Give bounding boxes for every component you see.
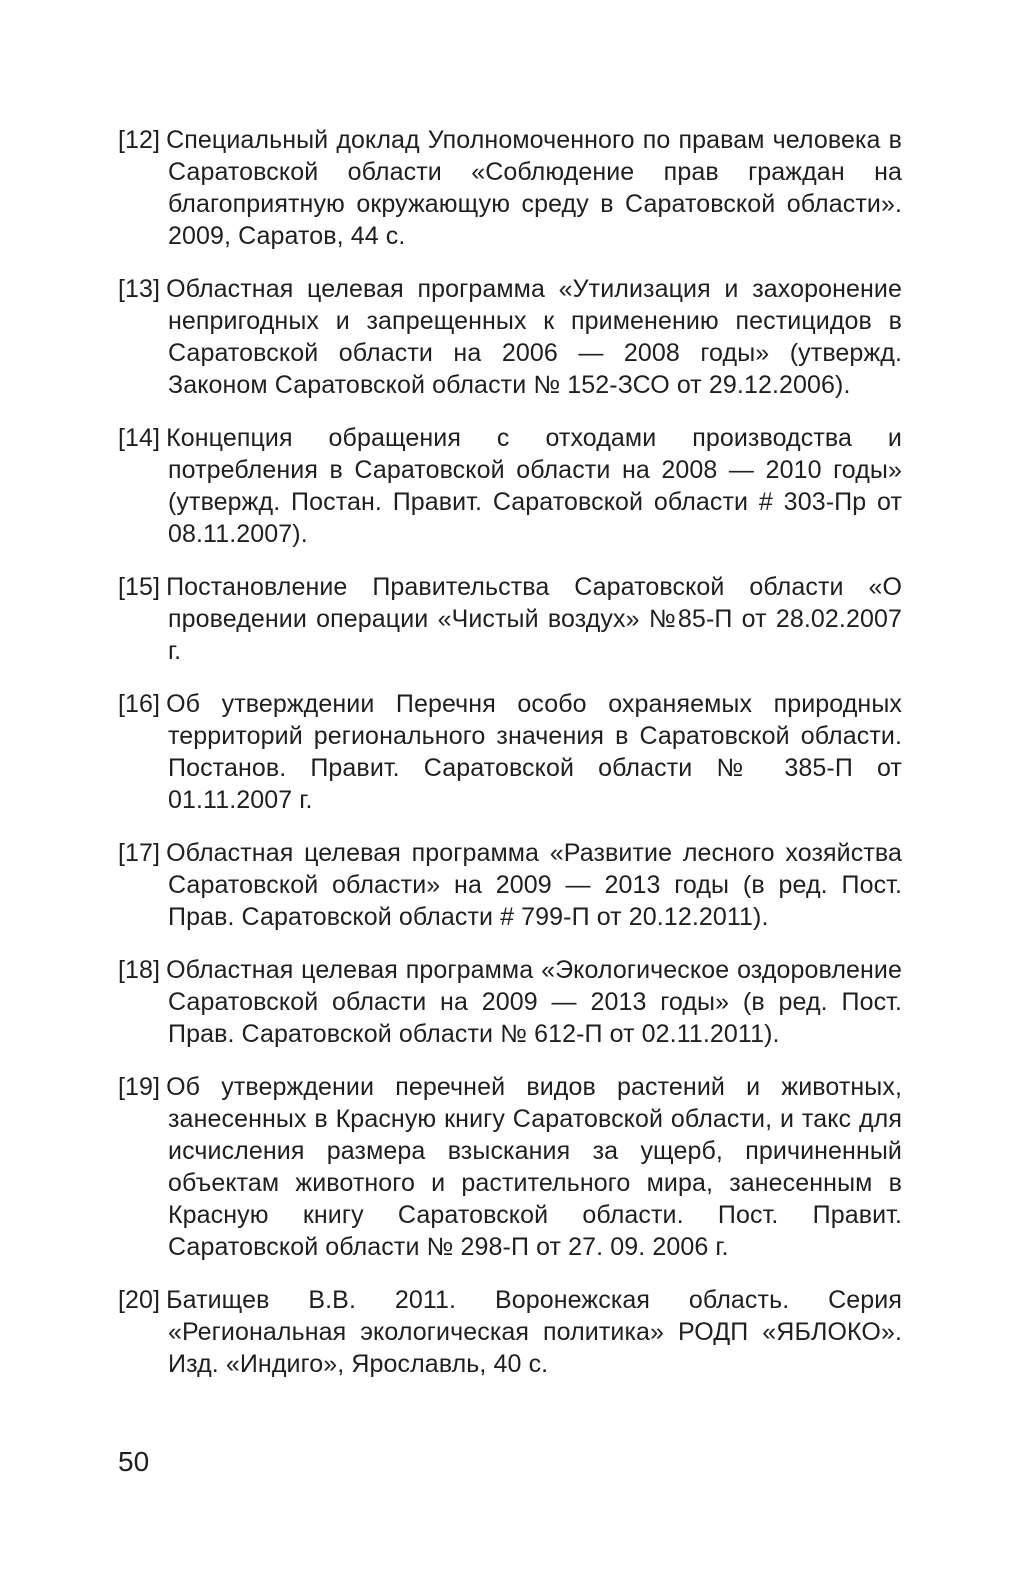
reference-text: Специальный доклад Уполномоченного по правам человека в Саратовской области «Соблюдение прав граждан на благоприятную окружающую среду в Саратовской области». 2009, Саратов, 44 с. (166, 126, 902, 250)
reference-item-19 (118, 1071, 902, 1263)
reference-text: Областная целевая программа «Экологическое оздоровление Саратовской области на 2009 — 2013 годы» (в ред. Пост. Прав. Саратовской области № 612-П от 02.11.2011). (166, 956, 902, 1048)
reference-text: Об утверждении перечней видов растений и животных, занесенных в Красную книгу Саратовской области, и такс для исчисления размера взыскания за ущерб, причиненный объектам животного и растительного мира, занесенным в Красную книгу Саратовской области. Пост. Правит. Саратовской области № 298-П от 27. 09. 2006 г. (166, 1073, 902, 1261)
reference-number: [12] (118, 126, 161, 154)
reference-number: [17] (118, 839, 161, 867)
reference-item-18 (118, 954, 902, 1050)
reference-number: [15] (118, 573, 161, 601)
reference-item-13 (118, 273, 902, 401)
reference-text: Областная целевая программа «Развитие лесного хозяйства Саратовской области» на 2009 — 2013 годы (в ред. Пост. Прав. Саратовской области # 799-П от 20.12.2011). (166, 839, 902, 931)
reference-item-20 (118, 1284, 902, 1380)
reference-number: [14] (118, 424, 161, 452)
reference-number: [20] (118, 1286, 161, 1314)
reference-item-16 (118, 688, 902, 816)
reference-text: Батищев В.В. 2011. Воронежская область. Серия «Региональная экологическая политика» РОДП «ЯБЛОКО». Изд. «Индиго», Ярославль, 40 с. (166, 1286, 902, 1378)
reference-number: [13] (118, 275, 161, 303)
reference-item-12 (118, 124, 902, 252)
reference-item-17 (118, 837, 902, 933)
reference-text: Об утверждении Перечня особо охраняемых природных территорий регионального значения в Саратовской области. Постанов. Правит. Саратовской области № 385-П от 01.11.2007 г. (166, 690, 902, 814)
reference-number: [16] (118, 690, 161, 718)
page-number: 50 (118, 1446, 150, 1477)
reference-number: [19] (118, 1073, 161, 1101)
reference-list (118, 124, 902, 1401)
reference-text: Областная целевая программа «Утилизация и захоронение непригодных и запрещенных к применению пестицидов в Саратовской области на 2006 — 2008 годы» (утвержд. Законом Саратовской области № 152-ЗСО от 29.12.2006). (166, 275, 902, 399)
reference-number: [18] (118, 956, 161, 984)
reference-text: Постановление Правительства Саратовской области «О проведении операции «Чистый воздух» №85-П от 28.02.2007 г. (166, 573, 902, 665)
reference-item-14 (118, 422, 902, 550)
reference-text: Концепция обращения с отходами производства и потребления в Саратовской области на 2008 — 2010 годы» (утвержд. Постан. Правит. Саратовской области # 303-Пр от 08.11.2007). (166, 424, 902, 548)
reference-item-15 (118, 571, 902, 667)
